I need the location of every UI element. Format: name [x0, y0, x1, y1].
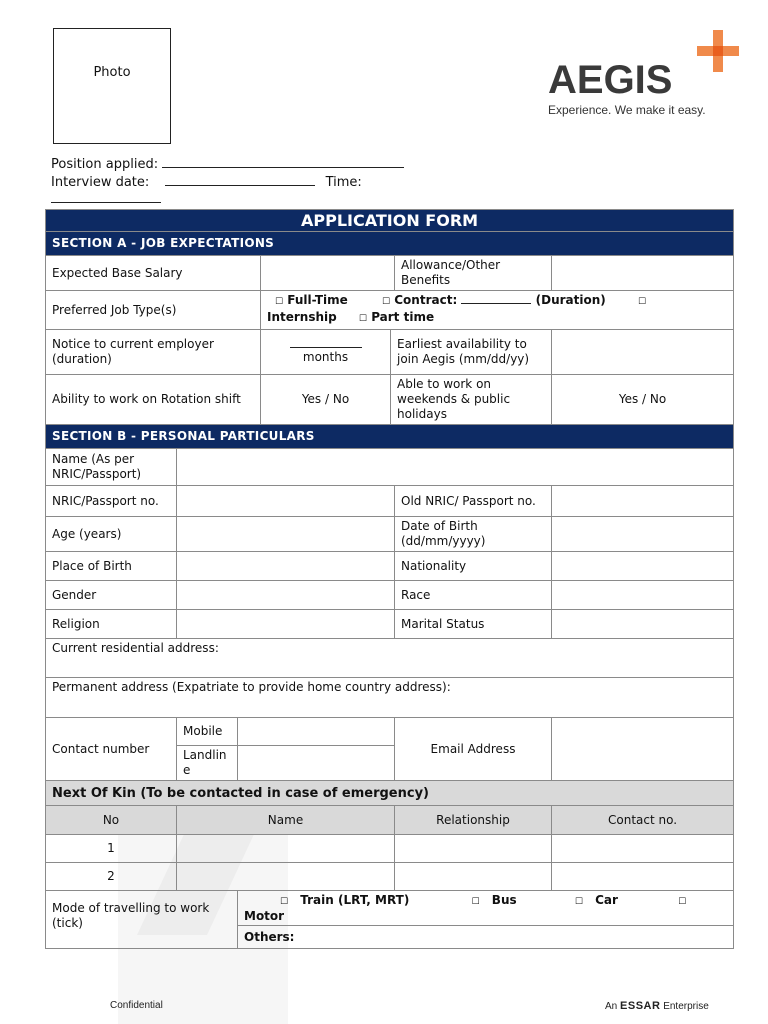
logo-text: AEGIS	[548, 58, 673, 102]
form-title: APPLICATION FORM	[46, 210, 734, 232]
rotation-yes-no[interactable]: Yes / No	[261, 375, 391, 425]
name-label: Name (As per NRIC/Passport)	[46, 449, 177, 486]
contract-duration-field[interactable]	[461, 294, 531, 304]
position-applied-line	[51, 157, 404, 172]
job-type-label: Preferred Job Type(s)	[46, 291, 261, 330]
fulltime-label: Full-Time	[287, 293, 348, 307]
current-address-label: Current residential address:	[52, 641, 219, 655]
footer-essar-brand: ESSAR	[620, 1000, 661, 1012]
nric-field[interactable]	[177, 486, 395, 517]
contract-label: Contract:	[394, 293, 458, 307]
mobile-field[interactable]	[238, 718, 395, 746]
position-applied-label: Position applied:	[51, 157, 159, 172]
weekends-yes-no[interactable]: Yes / No	[552, 375, 734, 425]
footer-an: An	[605, 1001, 618, 1012]
allowance-label: Allowance/Other Benefits	[395, 256, 552, 291]
nationality-label: Nationality	[395, 552, 552, 581]
email-label: Email Address	[395, 718, 552, 781]
interview-date-label: Interview date:	[51, 175, 150, 190]
time-label: Time:	[325, 175, 362, 190]
fulltime-checkbox[interactable]: ☐	[275, 297, 284, 307]
position-applied-field[interactable]	[162, 157, 404, 168]
expected-salary-label: Expected Base Salary	[46, 256, 261, 291]
place-of-birth-label: Place of Birth	[46, 552, 177, 581]
landline-label: Landline	[177, 746, 238, 781]
name-field[interactable]	[177, 449, 734, 486]
kin-col-relationship: Relationship	[395, 806, 552, 835]
marital-status-label: Marital Status	[395, 610, 552, 639]
notice-field[interactable]	[261, 330, 391, 375]
footer-essar-logo	[605, 1000, 709, 1012]
photo-label: Photo	[93, 65, 131, 80]
allowance-field[interactable]	[552, 256, 734, 291]
kin-col-no: No	[46, 806, 177, 835]
bus-checkbox[interactable]: ☐	[471, 897, 480, 907]
parttime-label: Part time	[371, 310, 435, 324]
logo-tagline: Experience. We make it easy.	[548, 103, 706, 117]
dob-label: Date of Birth (dd/mm/yyyy)	[395, 517, 552, 552]
kin-row-2-contact[interactable]	[552, 863, 734, 891]
plus-logo-icon	[695, 28, 741, 74]
earliest-availability-label: Earliest availability to join Aegis (mm/dd/yy)	[391, 330, 552, 375]
religion-field[interactable]	[177, 610, 395, 639]
months-label: months	[302, 349, 349, 364]
travel-options	[238, 891, 734, 926]
landline-field[interactable]	[238, 746, 395, 781]
time-field-line	[51, 192, 161, 207]
kin-row-1-name[interactable]	[177, 835, 395, 863]
kin-row-2-relationship[interactable]	[395, 863, 552, 891]
weekends-label: Able to work on weekends & public holidays	[391, 375, 552, 425]
internship-label: Internship	[267, 310, 337, 324]
contract-checkbox[interactable]: ☐	[381, 297, 391, 307]
rotation-shift-label: Ability to work on Rotation shift	[46, 375, 261, 425]
kin-col-contact: Contact no.	[552, 806, 734, 835]
nationality-field[interactable]	[552, 552, 734, 581]
permanent-address-label: Permanent address (Expatriate to provide home country address):	[52, 680, 451, 694]
place-of-birth-field[interactable]	[177, 552, 395, 581]
gender-label: Gender	[46, 581, 177, 610]
section-b-title: SECTION B - PERSONAL PARTICULARS	[46, 425, 734, 449]
age-field[interactable]	[177, 517, 395, 552]
race-label: Race	[395, 581, 552, 610]
kin-row-1-contact[interactable]	[552, 835, 734, 863]
kin-row-1-no: 1	[46, 835, 177, 863]
others-label: Others:	[244, 929, 295, 944]
earliest-availability-field[interactable]	[552, 330, 734, 375]
marital-status-field[interactable]	[552, 610, 734, 639]
interview-date-field[interactable]	[165, 175, 315, 186]
old-nric-field[interactable]	[552, 486, 734, 517]
travel-mode-label: Mode of travelling to work (tick)	[46, 891, 238, 949]
expected-salary-field[interactable]	[261, 256, 395, 291]
kin-row-1-relationship[interactable]	[395, 835, 552, 863]
aegis-logo	[548, 28, 748, 123]
race-field[interactable]	[552, 581, 734, 610]
age-label: Age (years)	[46, 517, 177, 552]
current-address-field[interactable]	[46, 639, 734, 678]
old-nric-label: Old NRIC/ Passport no.	[395, 486, 552, 517]
email-field[interactable]	[552, 718, 734, 781]
religion-label: Religion	[46, 610, 177, 639]
footer-enterprise: Enterprise	[663, 1001, 709, 1012]
notice-label: Notice to current employer (duration)	[46, 330, 261, 375]
gender-field[interactable]	[177, 581, 395, 610]
kin-row-2-name[interactable]	[177, 863, 395, 891]
train-checkbox[interactable]: ☐	[280, 897, 289, 907]
time-field[interactable]	[51, 192, 161, 203]
car-checkbox[interactable]: ☐	[574, 897, 583, 907]
parttime-checkbox[interactable]: ☐	[358, 314, 367, 324]
duration-label: (Duration)	[535, 293, 606, 307]
next-of-kin-title: Next Of Kin (To be contacted in case of emergency)	[46, 781, 734, 806]
kin-col-name: Name	[177, 806, 395, 835]
bus-label: Bus	[491, 893, 517, 907]
train-label: Train (LRT, MRT)	[300, 893, 410, 907]
section-a-title: SECTION A - JOB EXPECTATIONS	[46, 232, 734, 256]
kin-row-2-no: 2	[46, 863, 177, 891]
footer-confidential: Confidential	[110, 1000, 163, 1011]
mobile-label: Mobile	[177, 718, 238, 746]
application-form-table	[45, 209, 734, 949]
job-type-options	[261, 291, 734, 330]
contact-number-label: Contact number	[46, 718, 177, 781]
motor-label: Motor	[244, 909, 285, 923]
others-field[interactable]	[238, 926, 734, 949]
interview-date-line	[51, 175, 362, 190]
nric-label: NRIC/Passport no.	[46, 486, 177, 517]
internship-checkbox[interactable]: ☐	[637, 297, 647, 307]
permanent-address-field[interactable]	[46, 678, 734, 718]
motor-checkbox[interactable]: ☐	[678, 897, 687, 907]
dob-field[interactable]	[552, 517, 734, 552]
photo-box	[53, 28, 171, 144]
car-label: Car	[595, 893, 618, 907]
